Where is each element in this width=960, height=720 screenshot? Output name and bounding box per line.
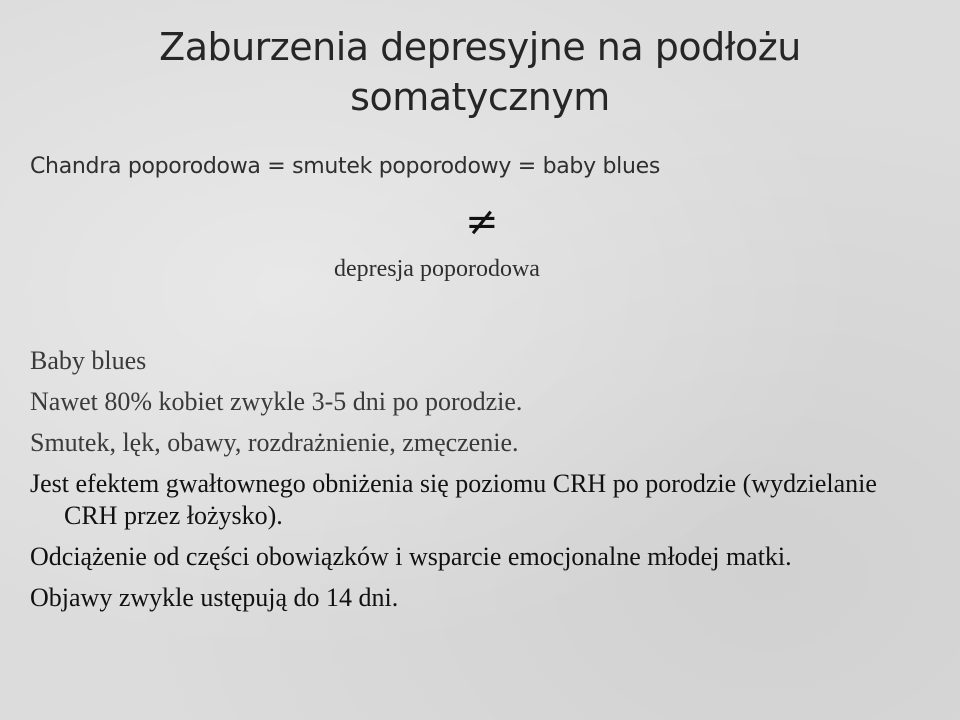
not-equal-symbol: ≠ [465, 199, 499, 245]
title-line-1: Zaburzenia depresyjne na podłożu [159, 25, 801, 69]
subtitle: Chandra poporodowa = smutek poporodowy = baby blues [30, 154, 661, 179]
comparison-label: depresja poporodowa [334, 256, 540, 282]
content-list [30, 345, 930, 623]
list-item: Smutek, lęk, obawy, rozdrażnienie, zmęczenie. [30, 428, 519, 457]
list-item: Nawet 80% kobiet zwykle 3-5 dni po porodzie. [30, 387, 523, 416]
list-item: Odciążenie od części obowiązków i wsparcie emocjonalne młodej matki. [30, 542, 792, 571]
title-line-2: somatycznym [350, 75, 610, 119]
list-item-heading: Baby blues [30, 346, 147, 375]
list-item: Jest efektem gwałtownego obniżenia się poziomu CRH po porodzie (wydzielanie CRH przez łożysko). [30, 469, 877, 530]
slide-title [0, 22, 960, 122]
list-item: Objawy zwykle ustępują do 14 dni. [30, 583, 399, 612]
